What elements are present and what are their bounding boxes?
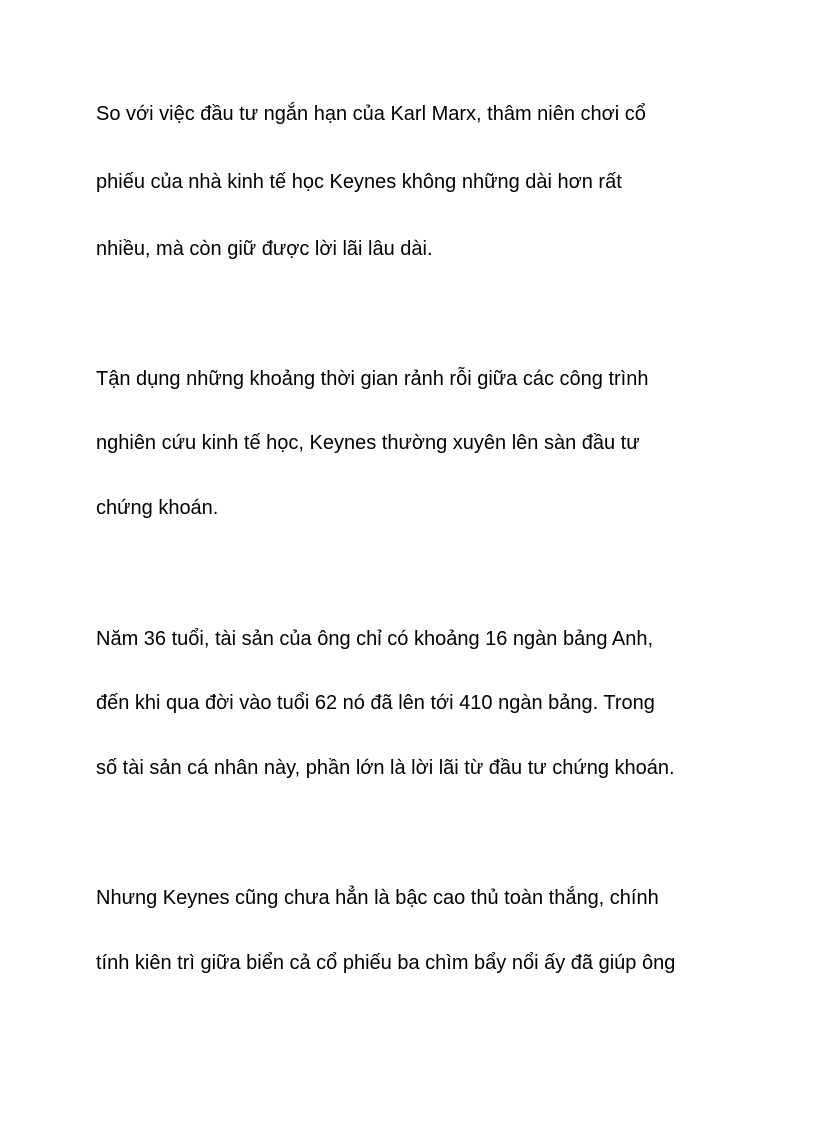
paragraph-4-line-1: Nhưng Keynes cũng chưa hẳn là bậc cao thủ toàn thắng, chính (96, 887, 659, 909)
paragraph-3-line-2: đến khi qua đời vào tuổi 62 nó đã lên tới 410 ngàn bảng. Trong (96, 692, 655, 714)
paragraph-2-line-2: nghiên cứu kinh tế học, Keynes thường xuyên lên sàn đầu tư (96, 432, 640, 454)
paragraph-2-line-3: chứng khoán. (96, 497, 219, 519)
paragraph-1-line-3: nhiều, mà còn giữ được lời lãi lâu dài. (96, 238, 433, 260)
paragraph-3-line-3: số tài sản cá nhân này, phần lớn là lời lãi từ đầu tư chứng khoán. (96, 757, 675, 779)
paragraph-1-line-2: phiếu của nhà kinh tế học Keynes không những dài hơn rất (96, 171, 622, 193)
paragraph-3-line-1: Năm 36 tuổi, tài sản của ông chỉ có khoảng 16 ngàn bảng Anh, (96, 628, 654, 650)
paragraph-1-line-1: So với việc đầu tư ngắn hạn của Karl Marx, thâm niên chơi cổ (96, 103, 646, 125)
paragraph-4-line-2: tính kiên trì giữa biển cả cổ phiếu ba chìm bẩy nổi ấy đã giúp ông (96, 952, 676, 974)
paragraph-2-line-1: Tận dụng những khoảng thời gian rảnh rỗi giữa các công trình (96, 368, 649, 390)
